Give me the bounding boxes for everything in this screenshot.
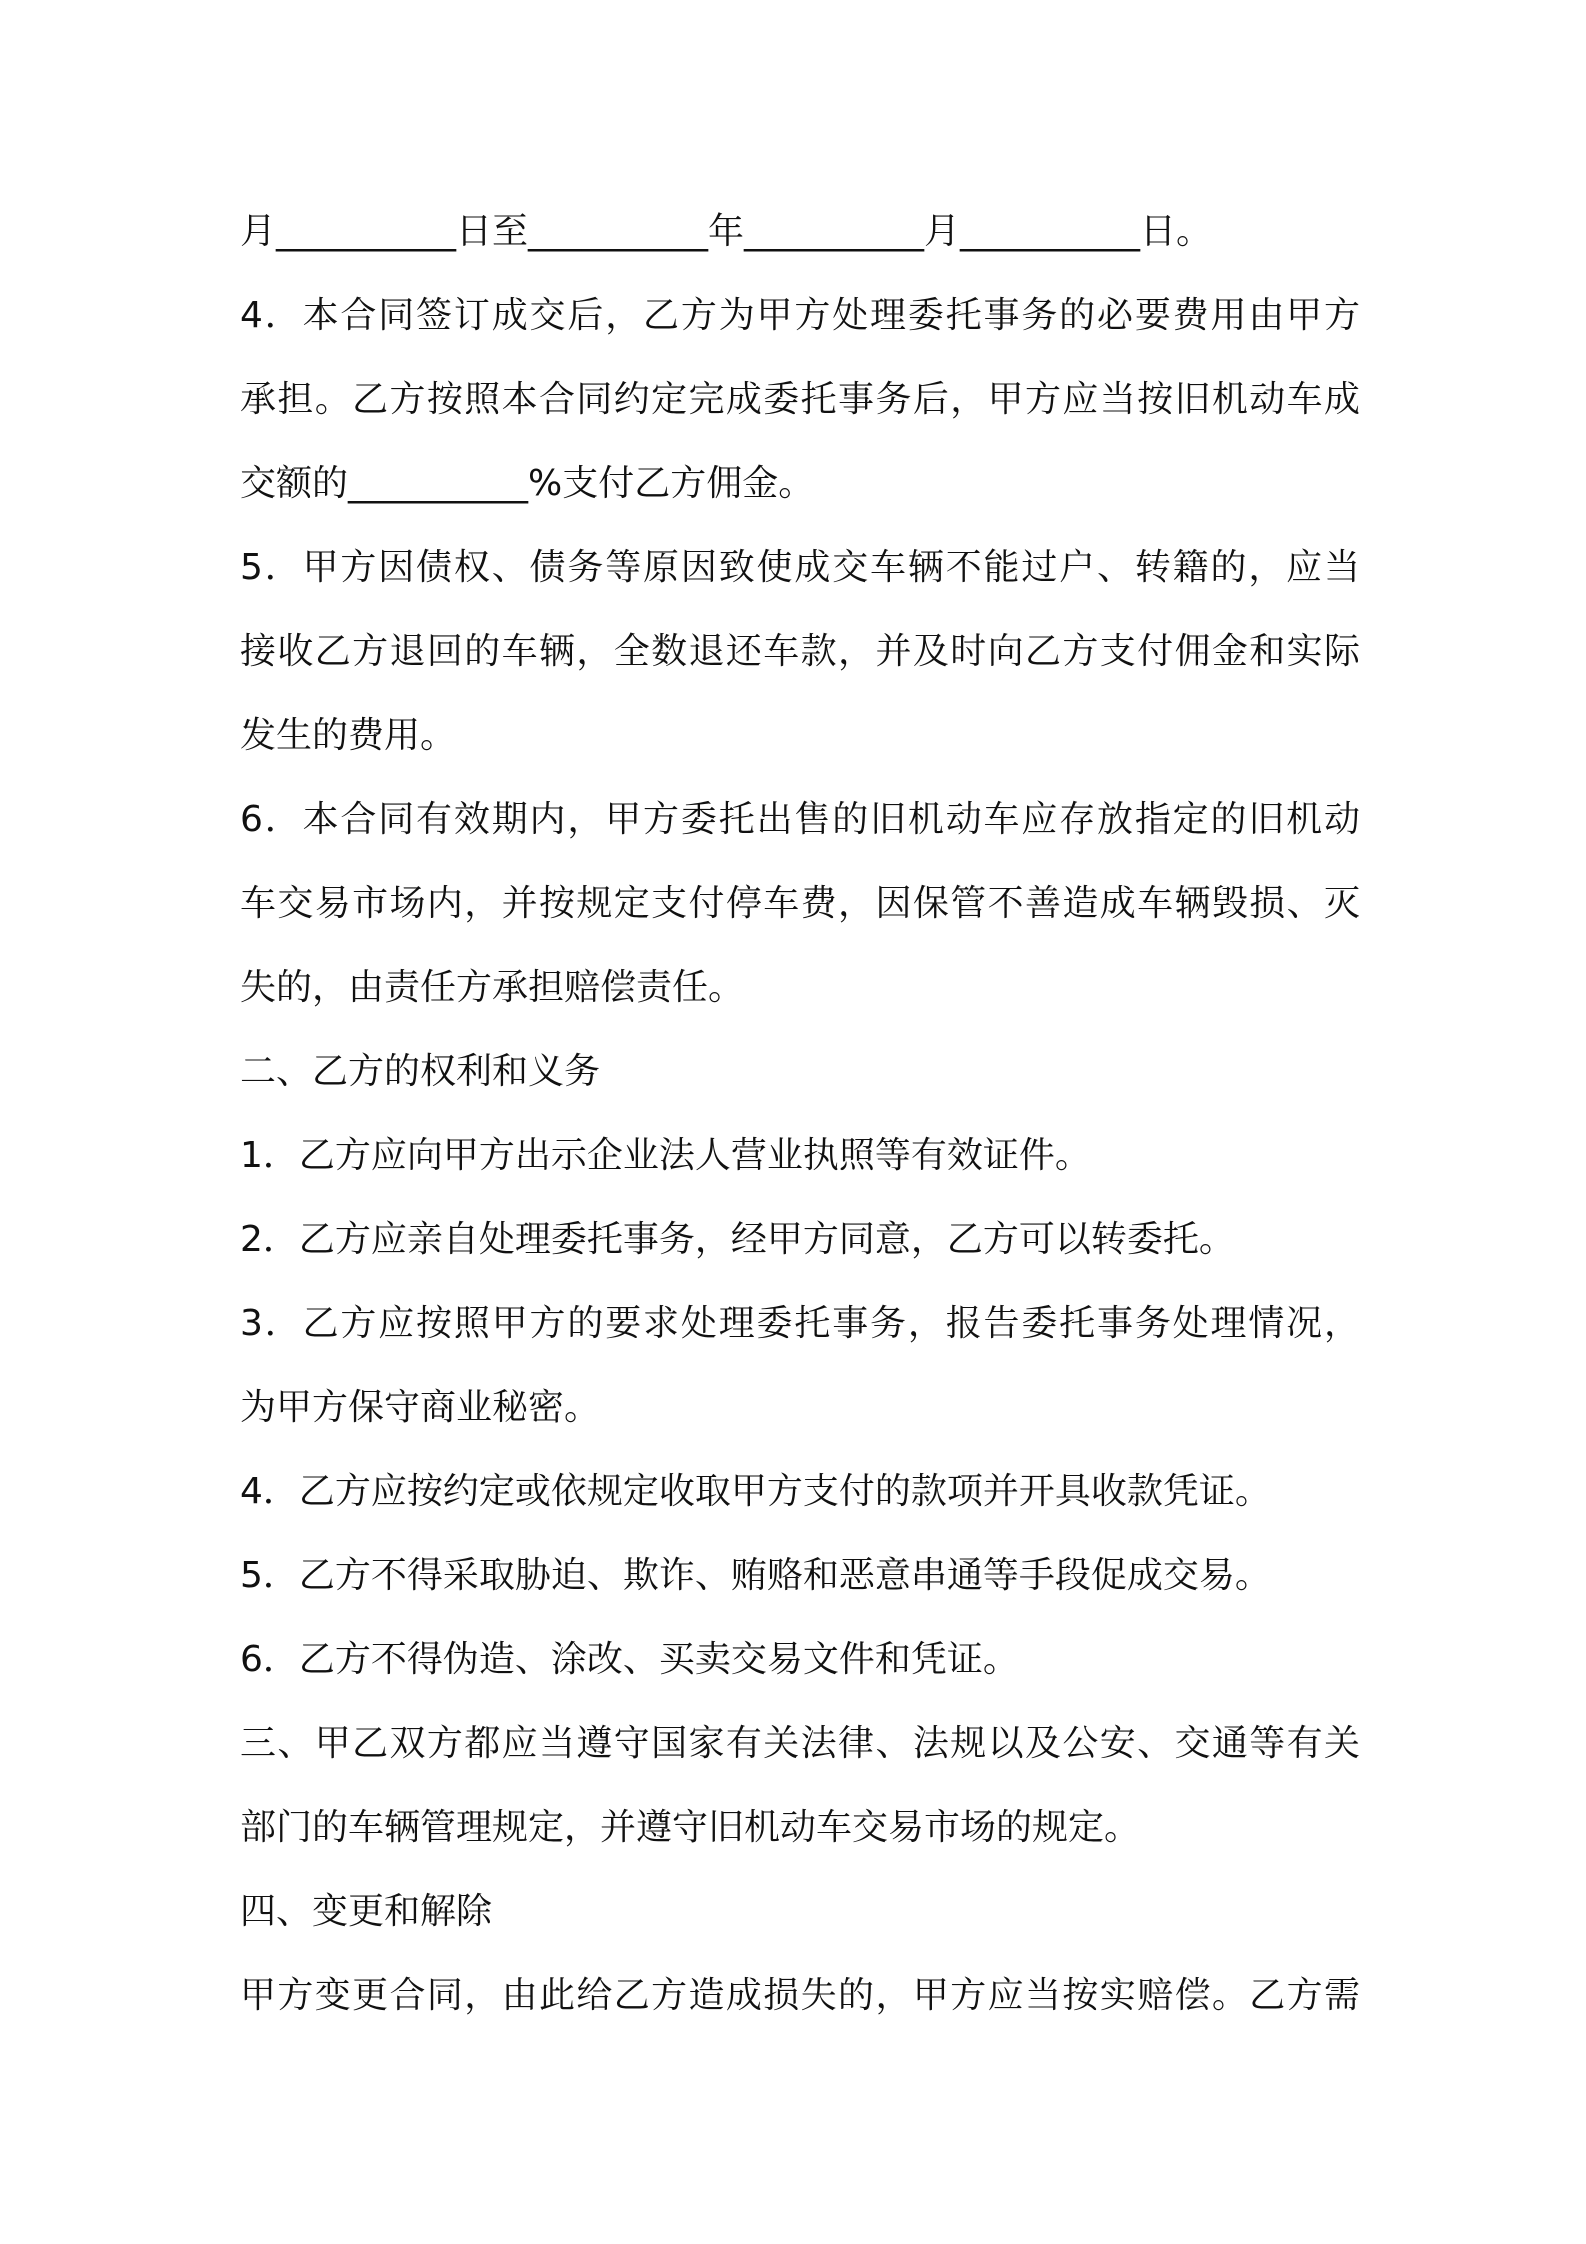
text-line-clause-5-a: 5．甲方因债权、债务等原因致使成交车辆不能过户、转籍的，应当: [240, 547, 1360, 588]
text-line-clause-5-c: 发生的费用。: [240, 715, 457, 756]
text-line-clause-4-c: 交额的__________%支付乙方佣金。: [240, 463, 815, 504]
text-line-b-clause-5: 5．乙方不得采取胁迫、欺诈、贿赂和恶意串通等手段促成交易。: [240, 1555, 1271, 1596]
text-line-b-clause-6: 6．乙方不得伪造、涂改、买卖交易文件和凭证。: [240, 1639, 1019, 1680]
text-line-b-clause-4: 4．乙方应按约定或依规定收取甲方支付的款项并开具收款凭证。: [240, 1471, 1271, 1512]
text-line-clause-6-a: 6．本合同有效期内，甲方委托出售的旧机动车应存放指定的旧机动: [240, 799, 1360, 840]
section-heading-change-termination: 四、变更和解除: [240, 1891, 493, 1932]
text-line-clause-4-a: 4．本合同签订成交后，乙方为甲方处理委托事务的必要费用由甲方: [240, 295, 1360, 336]
section-heading-party-b-rights: 二、乙方的权利和义务: [240, 1051, 601, 1092]
text-line-clause-6-c: 失的，由责任方承担赔偿责任。: [240, 967, 745, 1008]
section-heading-mutual-obligations-b: 部门的车辆管理规定，并遵守旧机动车交易市场的规定。: [240, 1807, 1141, 1848]
text-line-date-range: 月__________日至__________年__________月__________日。: [240, 211, 1212, 252]
text-line-clause-5-b: 接收乙方退回的车辆，全数退还车款，并及时向乙方支付佣金和实际: [240, 631, 1360, 672]
text-line-b-clause-2: 2．乙方应亲自处理委托事务，经甲方同意，乙方可以转委托。: [240, 1219, 1235, 1260]
text-line-clause-6-b: 车交易市场内，并按规定支付停车费，因保管不善造成车辆毁损、灭: [240, 883, 1360, 924]
text-line-b-clause-1: 1．乙方应向甲方出示企业法人营业执照等有效证件。: [240, 1135, 1091, 1176]
text-line-b-clause-3-b: 为甲方保守商业秘密。: [240, 1387, 601, 1428]
contract-body: [240, 190, 1360, 2038]
text-line-change-termination: 甲方变更合同，由此给乙方造成损失的，甲方应当按实赔偿。乙方需: [240, 1975, 1360, 2016]
text-line-clause-4-b: 承担。乙方按照本合同约定完成委托事务后，甲方应当按旧机动车成: [240, 379, 1360, 420]
section-heading-mutual-obligations-a: 三、甲乙双方都应当遵守国家有关法律、法规以及公安、交通等有关: [240, 1723, 1360, 1764]
text-line-b-clause-3-a: 3．乙方应按照甲方的要求处理委托事务，报告委托事务处理情况，: [240, 1303, 1360, 1344]
